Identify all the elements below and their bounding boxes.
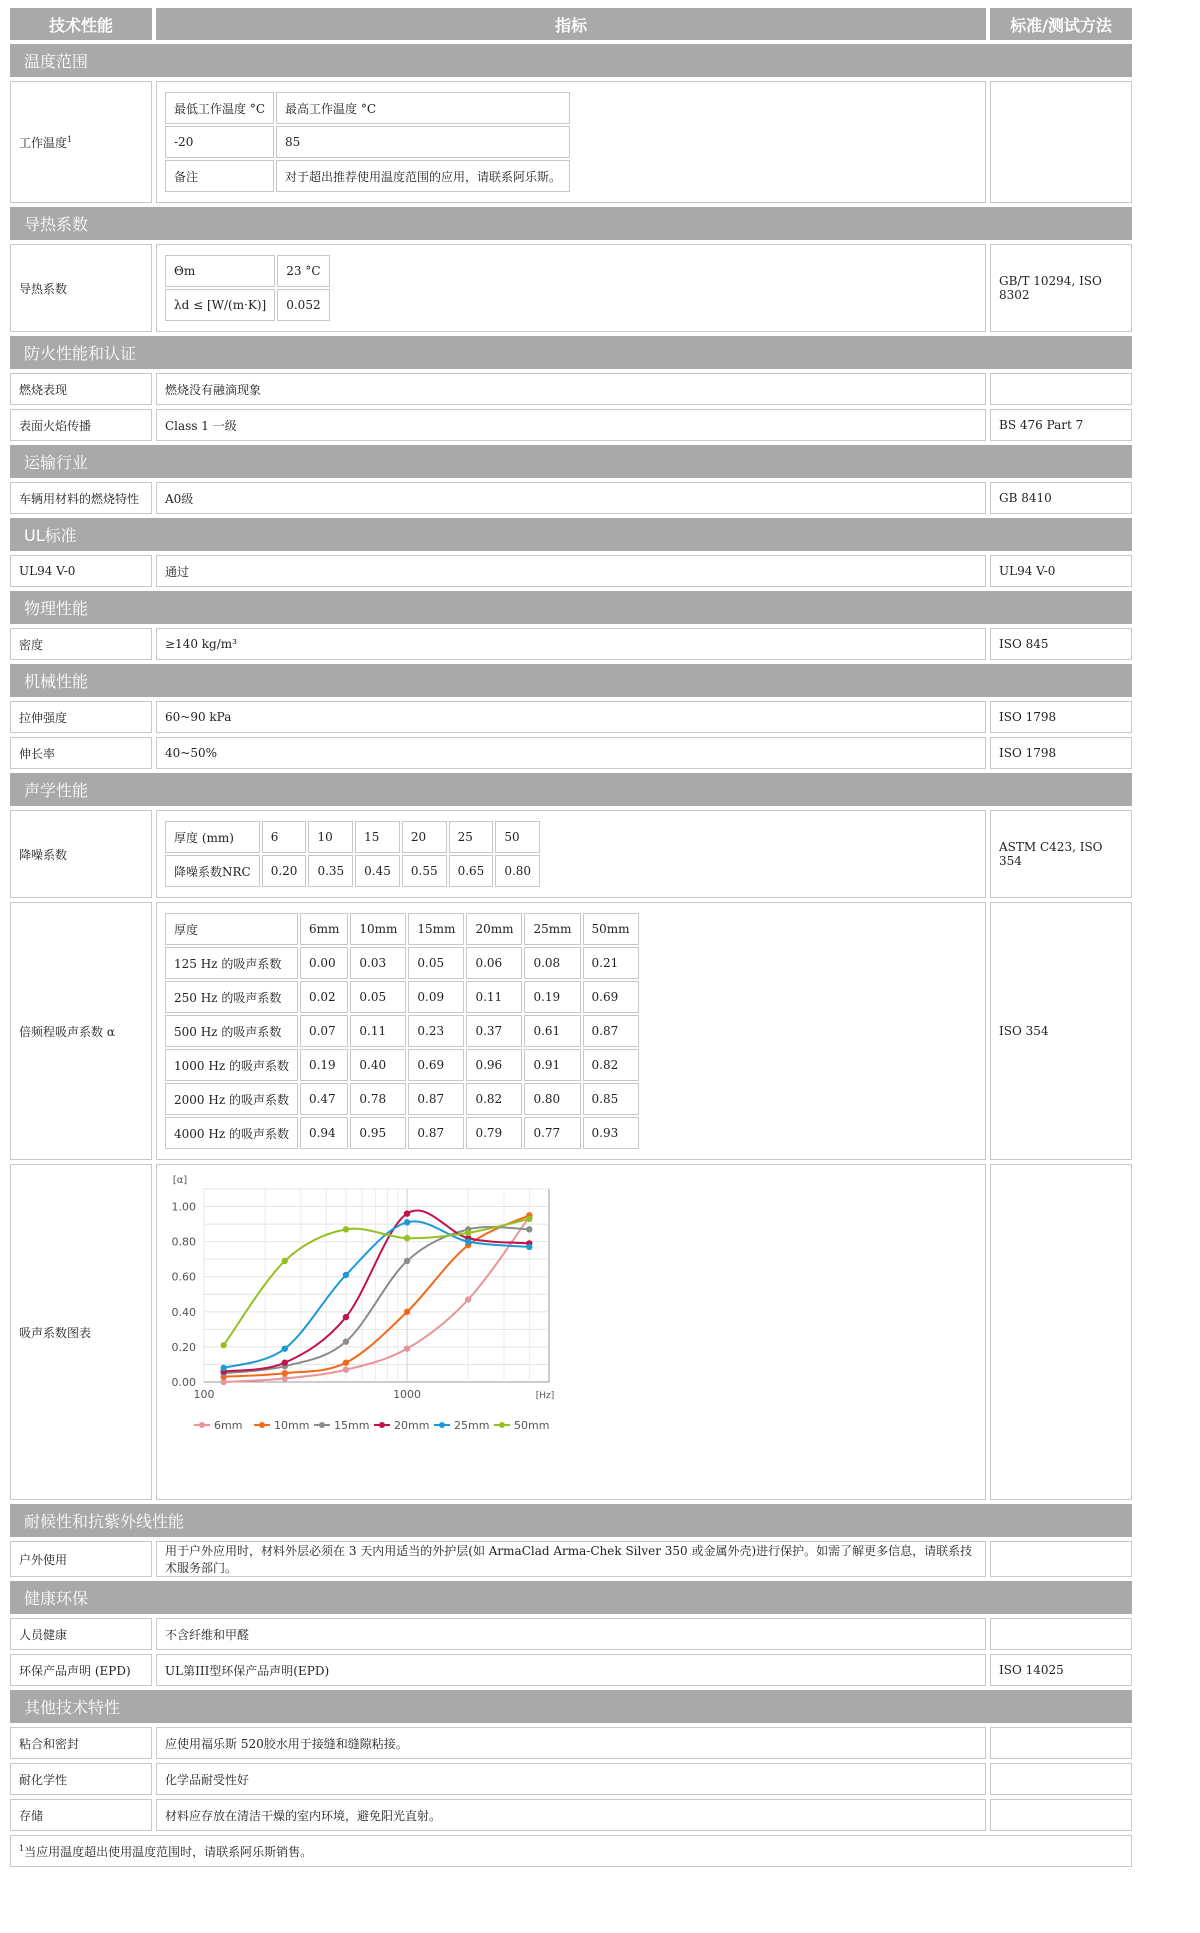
absorption-cell: 0.80 [524, 1083, 580, 1115]
absorption-row-label: 500 Hz 的吸声系数 [165, 1015, 298, 1047]
section-acoustic: 声学性能 [10, 773, 1132, 806]
section-thermal: 导热系数 [10, 207, 1132, 240]
thermal-table [163, 253, 332, 323]
data-point [526, 1244, 532, 1250]
absorption-cell: 0.61 [524, 1015, 580, 1047]
nrc-table [163, 819, 542, 889]
section-mechanical: 机械性能 [10, 664, 1132, 697]
row-standard [990, 1799, 1132, 1831]
row-standard: UL94 V-0 [990, 555, 1132, 587]
row-standard [990, 1541, 1132, 1577]
max-temp-label: 最高工作温度 °C [276, 92, 570, 124]
note-value: 对于超出推荐使用温度范围的应用，请联系阿乐斯。 [276, 160, 570, 192]
legend-marker [199, 1422, 205, 1428]
table-row [10, 373, 1132, 405]
absorption-cell: 0.19 [300, 1049, 348, 1081]
absorption-cell: 0.21 [583, 947, 639, 979]
footnote-text: 当应用温度超出使用温度范围时，请联系阿乐斯销售。 [24, 1844, 313, 1859]
section-ul: UL标准 [10, 518, 1132, 551]
y-axis-label: [α] [172, 1175, 188, 1186]
row-value: A0级 [156, 482, 986, 514]
absorption-row-label: 4000 Hz 的吸声系数 [165, 1117, 298, 1149]
table-row [10, 810, 1132, 898]
row-standard: ISO 1798 [990, 701, 1132, 733]
data-point [526, 1216, 532, 1222]
nrc-value-cell: 0.55 [402, 855, 447, 887]
thermal-standard: GB/T 10294, ISO 8302 [990, 244, 1132, 332]
absorption-label: 倍频程吸声系数 α [10, 902, 152, 1160]
row-label: 耐化学性 [10, 1763, 152, 1795]
temperature-table [163, 90, 572, 194]
data-point [404, 1345, 410, 1351]
lambda-value: 0.052 [277, 289, 329, 321]
table-row [10, 737, 1132, 769]
absorption-cell: 0.06 [466, 947, 522, 979]
table-row [10, 1763, 1132, 1795]
row-label: 燃烧表现 [10, 373, 152, 405]
absorption-cell: 0.03 [350, 947, 406, 979]
row-label: 伸长率 [10, 737, 152, 769]
absorption-cell: 0.69 [408, 1049, 464, 1081]
row-value: 通过 [156, 555, 986, 587]
y-tick-label: 0.20 [171, 1340, 196, 1354]
absorption-row [165, 1049, 639, 1081]
min-temp-label: 最低工作温度 °C [165, 92, 274, 124]
plot-frame [204, 1189, 549, 1382]
row-value [156, 810, 986, 898]
absorption-col-header: 25mm [524, 913, 580, 945]
nrc-thickness-cell: 50 [495, 821, 540, 853]
absorption-cell: 0.11 [350, 1015, 406, 1047]
row-value: 化学品耐受性好 [156, 1763, 986, 1795]
table-row [10, 1541, 1132, 1577]
legend-marker [439, 1422, 445, 1428]
row-label: UL94 V-0 [10, 555, 152, 587]
lambda-label: λd ≤ [W/(m·K)] [165, 289, 275, 321]
max-temp-value: 85 [276, 126, 570, 158]
table-row [10, 1654, 1132, 1686]
legend-marker [319, 1422, 325, 1428]
data-point [404, 1309, 410, 1315]
row-standard [990, 1164, 1132, 1500]
header-value: 指标 [156, 8, 986, 40]
row-value: 材料应存放在清洁干燥的室内环境，避免阳光直射。 [156, 1799, 986, 1831]
data-point [404, 1219, 410, 1225]
table-row [10, 902, 1132, 1160]
data-point [282, 1360, 288, 1366]
row-value: 不含纤维和甲醛 [156, 1618, 986, 1650]
row-value: 用于户外应用时，材料外层必须在 3 天内用适当的外护层(如 ArmaClad Arma-Chek Silver 350 或金属外壳)进行保护。如需了解更多信息，请联系技术服务部门。 [156, 1541, 986, 1577]
absorption-cell: 0.93 [583, 1117, 639, 1149]
data-point [282, 1345, 288, 1351]
section-other: 其他技术特性 [10, 1690, 1132, 1723]
row-standard: ISO 845 [990, 628, 1132, 660]
y-tick-label: 1.00 [171, 1200, 196, 1214]
absorption-cell: 0.47 [300, 1083, 348, 1115]
data-point [220, 1342, 226, 1348]
legend-label: 10mm [274, 1419, 310, 1432]
absorption-row-label: 2000 Hz 的吸声系数 [165, 1083, 298, 1115]
absorption-row-label: 125 Hz 的吸声系数 [165, 947, 298, 979]
legend-label: 6mm [214, 1419, 243, 1432]
nrc-thickness-cell: 25 [449, 821, 494, 853]
absorption-cell: 0.40 [350, 1049, 406, 1081]
absorption-col-header: 15mm [408, 913, 464, 945]
y-tick-label: 0.00 [171, 1376, 196, 1389]
x-tick-label: 100 [193, 1388, 215, 1401]
table-row [10, 1164, 1132, 1500]
data-point [282, 1370, 288, 1376]
row-value: 燃烧没有融滴现象 [156, 373, 986, 405]
footnote-number: 1 [19, 1843, 25, 1853]
row-standard: ISO 14025 [990, 1654, 1132, 1686]
row-standard: BS 476 Part 7 [990, 409, 1132, 441]
theta-value: 23 °C [277, 255, 329, 287]
data-point [465, 1230, 471, 1236]
absorption-cell: 0.08 [524, 947, 580, 979]
data-point [465, 1238, 471, 1244]
row-value: Class 1 一级 [156, 409, 986, 441]
data-point [404, 1258, 410, 1264]
row-label: 环保产品声明 (EPD) [10, 1654, 152, 1686]
data-point [343, 1272, 349, 1278]
row-standard [990, 1618, 1132, 1650]
row-standard [990, 373, 1132, 405]
absorption-row [165, 1015, 639, 1047]
x-tick-label: 1000 [393, 1388, 422, 1401]
absorption-cell: 0.00 [300, 947, 348, 979]
table-row [10, 1618, 1132, 1650]
footnote [10, 1835, 1132, 1867]
absorption-cell: 0.79 [466, 1117, 522, 1149]
data-point [220, 1365, 226, 1371]
absorption-row [165, 981, 639, 1013]
series-line-15mm [224, 1227, 530, 1373]
absorption-cell: 0.87 [408, 1117, 464, 1149]
data-point [404, 1210, 410, 1216]
absorption-table [163, 911, 641, 1151]
y-tick-label: 0.40 [171, 1305, 196, 1319]
absorption-cell: 0.82 [466, 1083, 522, 1115]
row-label: 密度 [10, 628, 152, 660]
data-point [282, 1258, 288, 1264]
row-label: 户外使用 [10, 1541, 152, 1577]
nrc-value-cell: 0.45 [355, 855, 400, 887]
thermal-label: 导热系数 [10, 244, 152, 332]
chart-label: 吸声系数图表 [10, 1164, 152, 1500]
absorption-row [165, 1117, 639, 1149]
section-fire: 防火性能和认证 [10, 336, 1132, 369]
nrc-standard: ASTM C423, ISO 354 [990, 810, 1132, 898]
absorption-cell: 0.87 [583, 1015, 639, 1047]
absorption-cell: 0.91 [524, 1049, 580, 1081]
legend-marker [499, 1422, 505, 1428]
row-value: ≥140 kg/m³ [156, 628, 986, 660]
data-point [343, 1226, 349, 1232]
data-point [404, 1235, 410, 1241]
series-line-10mm [224, 1215, 530, 1376]
table-row [10, 1727, 1132, 1759]
absorption-cell: 0.94 [300, 1117, 348, 1149]
legend-label: 25mm [454, 1419, 490, 1432]
theta-label: Θm [165, 255, 275, 287]
absorption-cell: 0.78 [350, 1083, 406, 1115]
section-temperature: 温度范围 [10, 44, 1132, 77]
absorption-col-header: 50mm [583, 913, 639, 945]
nrc-value-cell: 0.20 [262, 855, 307, 887]
section-physical: 物理性能 [10, 591, 1132, 624]
row-label: 粘合和密封 [10, 1727, 152, 1759]
row-standard [990, 81, 1132, 203]
y-tick-label: 0.60 [171, 1270, 196, 1284]
row-label: 人员健康 [10, 1618, 152, 1650]
row-standard [990, 1727, 1132, 1759]
row-standard: GB 8410 [990, 482, 1132, 514]
row-label [10, 81, 152, 203]
absorption-row-label: 1000 Hz 的吸声系数 [165, 1049, 298, 1081]
absorption-cell: 0.02 [300, 981, 348, 1013]
table-row [10, 701, 1132, 733]
table-row [10, 409, 1132, 441]
section-transport: 运输行业 [10, 445, 1132, 478]
absorption-col-header: 6mm [300, 913, 348, 945]
data-point [465, 1296, 471, 1302]
absorption-cell: 0.69 [583, 981, 639, 1013]
y-tick-label: 0.80 [171, 1235, 196, 1249]
absorption-col-header: 10mm [350, 913, 406, 945]
table-row [10, 81, 1132, 203]
absorption-standard: ISO 354 [990, 902, 1132, 1160]
row-value: UL第III型环保产品声明(EPD) [156, 1654, 986, 1686]
legend-label: 50mm [514, 1419, 550, 1432]
row-label: 车辆用材料的燃烧特性 [10, 482, 152, 514]
min-temp-value: -20 [165, 126, 274, 158]
row-standard: ISO 1798 [990, 737, 1132, 769]
x-axis-label: [Hz] [535, 1391, 555, 1401]
absorption-row-label: 250 Hz 的吸声系数 [165, 981, 298, 1013]
header-standard: 标准/测试方法 [990, 8, 1132, 40]
absorption-cell: 0.37 [466, 1015, 522, 1047]
footnote-row [10, 1835, 1132, 1867]
table-row [10, 628, 1132, 660]
spec-table [6, 4, 1136, 1871]
row-value: 40~50% [156, 737, 986, 769]
absorption-cell: 0.19 [524, 981, 580, 1013]
nrc-thickness-label: 厚度 (mm) [165, 821, 260, 853]
row-value: 应使用福乐斯 520胶水用于接缝和缝隙粘接。 [156, 1727, 986, 1759]
nrc-thickness-cell: 6 [262, 821, 307, 853]
legend-label: 20mm [394, 1419, 430, 1432]
row-label: 存储 [10, 1799, 152, 1831]
legend-marker [379, 1422, 385, 1428]
temperature-label: 工作温度 [19, 135, 68, 150]
data-point [343, 1360, 349, 1366]
data-point [526, 1226, 532, 1232]
nrc-thickness-cell: 15 [355, 821, 400, 853]
absorption-row [165, 1083, 639, 1115]
nrc-thickness-cell: 10 [308, 821, 353, 853]
nrc-value-cell: 0.35 [308, 855, 353, 887]
row-value: 60~90 kPa [156, 701, 986, 733]
row-value [156, 244, 986, 332]
absorption-cell: 0.11 [466, 981, 522, 1013]
table-row [10, 1799, 1132, 1831]
absorption-cell: 0.05 [350, 981, 406, 1013]
spec-sheet [10, 8, 1140, 1871]
row-label: 拉伸强度 [10, 701, 152, 733]
absorption-cell: 0.96 [466, 1049, 522, 1081]
absorption-chart [159, 1167, 579, 1497]
nrc-value-cell: 0.80 [495, 855, 540, 887]
row-value [156, 81, 986, 203]
legend-marker [259, 1422, 265, 1428]
chart-cell [156, 1164, 986, 1500]
absorption-head-label: 厚度 [165, 913, 298, 945]
absorption-cell: 0.07 [300, 1015, 348, 1047]
table-header [10, 8, 1132, 40]
data-point [343, 1367, 349, 1373]
row-standard [990, 1763, 1132, 1795]
absorption-cell: 0.85 [583, 1083, 639, 1115]
absorption-cell: 0.87 [408, 1083, 464, 1115]
absorption-col-header: 20mm [466, 913, 522, 945]
absorption-cell: 0.77 [524, 1117, 580, 1149]
note-label: 备注 [165, 160, 274, 192]
nrc-value-label: 降噪系数NRC [165, 855, 260, 887]
absorption-cell: 0.82 [583, 1049, 639, 1081]
row-label: 表面火焰传播 [10, 409, 152, 441]
absorption-cell: 0.23 [408, 1015, 464, 1047]
absorption-cell: 0.09 [408, 981, 464, 1013]
absorption-row [165, 947, 639, 979]
section-health: 健康环保 [10, 1581, 1132, 1614]
table-row [10, 482, 1132, 514]
nrc-label: 降噪系数 [10, 810, 152, 898]
header-property: 技术性能 [10, 8, 152, 40]
legend-label: 15mm [334, 1419, 370, 1432]
data-point [343, 1314, 349, 1320]
nrc-thickness-cell: 20 [402, 821, 447, 853]
footnote-marker: 1 [67, 134, 73, 144]
table-row [10, 555, 1132, 587]
absorption-cell: 0.95 [350, 1117, 406, 1149]
table-row [10, 244, 1132, 332]
data-point [343, 1338, 349, 1344]
row-value [156, 902, 986, 1160]
absorption-cell: 0.05 [408, 947, 464, 979]
nrc-value-cell: 0.65 [449, 855, 494, 887]
section-weather: 耐候性和抗紫外线性能 [10, 1504, 1132, 1537]
